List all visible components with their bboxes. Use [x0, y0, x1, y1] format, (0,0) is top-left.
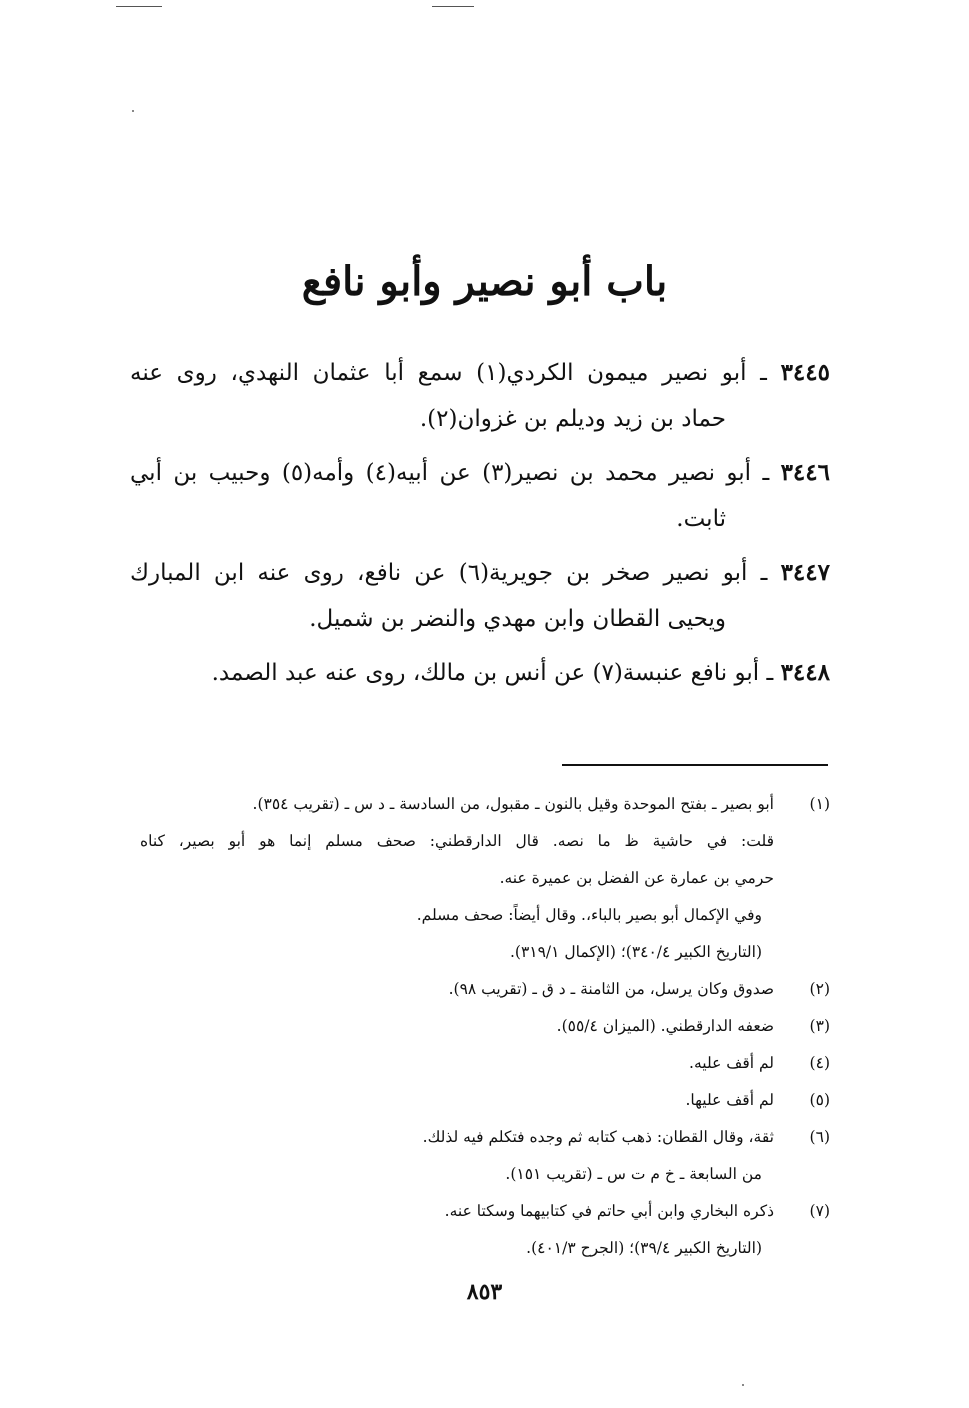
scan-mark-center — [432, 6, 474, 7]
footnote-number: (٢) — [809, 980, 830, 998]
page-number: ٨٥٣ — [466, 1279, 503, 1305]
footnote-5 — [140, 1082, 830, 1119]
entries-list — [130, 350, 830, 704]
footnote-number: (١) — [809, 795, 830, 813]
footnote-line: صدوق وكان يرسل، من الثامنة ـ د ق ـ (تقريب ٩٨). — [448, 980, 774, 998]
footnote-line: ذكره البخاري وابن أبي حاتم في كتابيهما وسكتا عنه. — [444, 1202, 774, 1220]
entry-first-line: ٣٤٤٥ ـ أبو نصير ميمون الكردي(١) سمع أبا عثمان النهدي، روى عنه — [130, 359, 830, 386]
footnote-6 — [140, 1119, 830, 1193]
entry-text: أبو نصير صخر بن جويرية(٦) عن نافع، روى عنه ابن المبارك — [130, 560, 748, 586]
scan-mark-left — [116, 6, 162, 7]
footnote-line: ثقة، وقال القطان: ذهب كتابه ثم وجده فتكلم فيه لذلك. — [422, 1128, 774, 1146]
footnote-line: قلت: في حاشية ظ ما نصه. قال الدارقطني: صحف مسلم إنما هو أبو بصير، كناه — [140, 832, 774, 850]
entry-continuation-line: حماد بن زيد وديلم بن غزوان(٢). — [419, 406, 726, 432]
scan-dot — [132, 110, 134, 112]
entry-text: أبو نافع عنبسة(٧) عن أنس بن مالك، روى عنه عبد الصمد. — [211, 660, 760, 686]
footnote-2 — [140, 971, 830, 1008]
entry-first-line: ٣٤٤٧ ـ أبو نصير صخر بن جويرية(٦) عن نافع، روى عنه ابن المبارك — [130, 559, 830, 586]
entry-continuation-line: ثابت. — [676, 506, 726, 532]
scan-dot — [742, 1384, 744, 1386]
chapter-title: باب أبو نصير وأبو نافع — [301, 258, 668, 305]
footnote-line: لم أقف عليها. — [685, 1091, 774, 1109]
footnote-7 — [140, 1193, 830, 1267]
entry-number: ٣٤٤٧ — [780, 559, 830, 586]
entry-number: ٣٤٤٥ — [780, 359, 830, 386]
footnote-line: لم أقف عليه. — [689, 1054, 774, 1072]
footnote-line: حرمي بن عمارة عن الفضل بن عميرة عنه. — [499, 869, 774, 887]
entry-text: أبو نصير ميمون الكردي(١) سمع أبا عثمان النهدي، روى عنه — [130, 360, 747, 386]
entry-first-line: ٣٤٤٦ ـ أبو نصير محمد بن نصير(٣) عن أبيه(٤) وأمه(٥) وحبيب بن أبي — [130, 459, 830, 486]
footnote-4 — [140, 1045, 830, 1082]
footnote-line: ضعفه الدارقطني. (الميزان ٥٥/٤). — [556, 1017, 774, 1035]
footnote-number: (٤) — [809, 1054, 830, 1072]
footnote-number: (٦) — [809, 1128, 830, 1146]
footnote-number: (٧) — [809, 1202, 830, 1220]
entry-text: أبو نصير محمد بن نصير(٣) عن أبيه(٤) وأمه(٥) وحبيب بن أبي — [130, 460, 752, 486]
entry-3448 — [130, 650, 830, 696]
entry-3447 — [130, 550, 830, 642]
entry-number: ٣٤٤٦ — [780, 459, 830, 486]
footnote-line: وفي الإكمال أبو بصير بالباء،. وقال أيضاً: صحف مسلم. — [416, 906, 762, 924]
footnote-line: أبو بصير ـ بفتح الموحدة وقيل بالنون ـ مقبول، من السادسة ـ د س ـ (تقريب ٣٥٤). — [252, 795, 774, 813]
footnote-1 — [140, 786, 830, 971]
footnote-3 — [140, 1008, 830, 1045]
entry-first-line: ٣٤٤٨ ـ أبو نافع عنبسة(٧) عن أنس بن مالك، روى عنه عبد الصمد. — [211, 659, 830, 686]
footnote-separator — [562, 764, 828, 766]
footnote-number: (٣) — [809, 1017, 830, 1035]
footnote-line: (التاريخ الكبير ٣٩/٤)؛ (الجرح ٤٠١/٣). — [526, 1239, 762, 1257]
entry-3445 — [130, 350, 830, 442]
footnotes-list — [140, 786, 830, 1267]
footnote-line: (التاريخ الكبير ٣٤٠/٤)؛ (الإكمال ٣١٩/١). — [509, 943, 762, 961]
footnote-line: من السابعة ـ خ م ت س ـ (تقريب ١٥١). — [505, 1165, 762, 1183]
footnote-number: (٥) — [809, 1091, 830, 1109]
entry-3446 — [130, 450, 830, 542]
entry-number: ٣٤٤٨ — [780, 659, 830, 686]
entry-continuation-line: ويحيى القطان وابن مهدي والنضر بن شميل. — [309, 606, 726, 632]
